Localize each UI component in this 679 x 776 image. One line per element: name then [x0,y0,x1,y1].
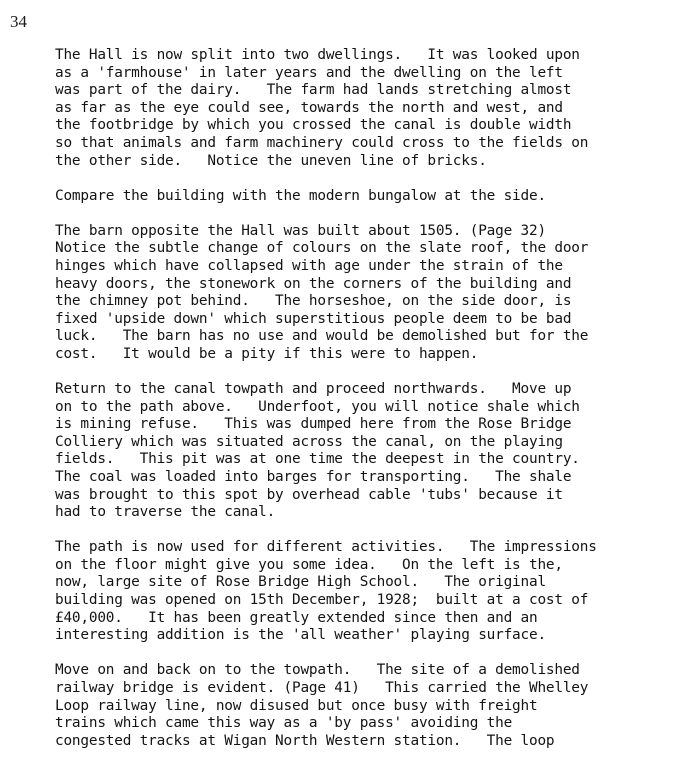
text-line: on to the path above. Underfoot, you will notice shale which [55,398,580,415]
document-body [55,47,675,768]
text-line: trains which came this way as a 'by pass' avoiding the [55,715,513,732]
text-line: hinges which have collapsed with age under the strain of the [55,257,563,274]
text-line: fixed 'upside down' which superstitious people deem to be bad [55,310,572,327]
text-line: Move on and back on to the towpath. The site of a demolished [55,662,580,679]
text-line: the chimney pot behind. The horseshoe, on the side door, is [55,293,572,310]
text-line: as far as the eye could see, towards the north and west, and [55,99,563,116]
text-line: the footbridge by which you crossed the canal is double width [55,117,572,134]
text-line: building was opened on 15th December, 1928; built at a cost of [55,592,589,609]
text-line: cost. It would be a pity if this were to happen. [55,345,479,362]
text-line: congested tracks at Wigan North Western station. The loop [55,732,555,749]
text-line: The barn opposite the Hall was built about 1505. (Page 32) [55,222,546,239]
text-line: the other side. Notice the uneven line of bricks. [55,152,487,169]
paragraph [55,188,675,206]
text-line: fields. This pit was at one time the deepest in the country. [55,451,580,468]
text-line: was brought to this spot by overhead cable 'tubs' because it [55,486,563,503]
paragraph [55,662,675,750]
text-line: Return to the canal towpath and proceed northwards. Move up [55,381,572,397]
page-number: 34 [10,12,27,31]
text-line: Notice the subtle change of colours on the slate roof, the door [55,240,589,257]
text-line: now, large site of Rose Bridge High School. The original [55,574,546,591]
text-line: heavy doors, the stonework on the corners of the building and [55,275,572,292]
text-line: luck. The barn has no use and would be demolished but for the [55,328,589,345]
text-line: Colliery which was situated across the canal, on the playing [55,433,563,450]
paragraph [55,381,675,522]
text-line: The coal was loaded into barges for transporting. The shale [55,468,572,485]
text-line: is mining refuse. This was dumped here from the Rose Bridge [55,416,572,433]
text-line: railway bridge is evident. (Page 41) This carried the Whelley [55,679,589,696]
text-line: Compare the building with the modern bungalow at the side. [55,187,546,204]
paragraph [55,539,675,645]
text-line: The path is now used for different activities. The impressions [55,539,597,556]
paragraph [55,47,675,170]
text-line: The Hall is now split into two dwellings. It was looked upon [55,47,580,63]
text-line: so that animals and farm machinery could cross to the fields on [55,134,589,151]
text-line: on the floor might give you some idea. On the left is the, [55,556,563,573]
text-line: was part of the dairy. The farm had lands stretching almost [55,82,572,99]
paragraph [55,223,675,364]
text-line: as a 'farmhouse' in later years and the dwelling on the left [55,64,563,81]
text-line: had to traverse the canal. [55,504,276,521]
text-line: Loop railway line, now disused but once busy with freight [55,697,538,714]
text-line: £40,000. It has been greatly extended since then and an [55,609,538,626]
text-line: interesting addition is the 'all weather' playing surface. [55,627,546,644]
